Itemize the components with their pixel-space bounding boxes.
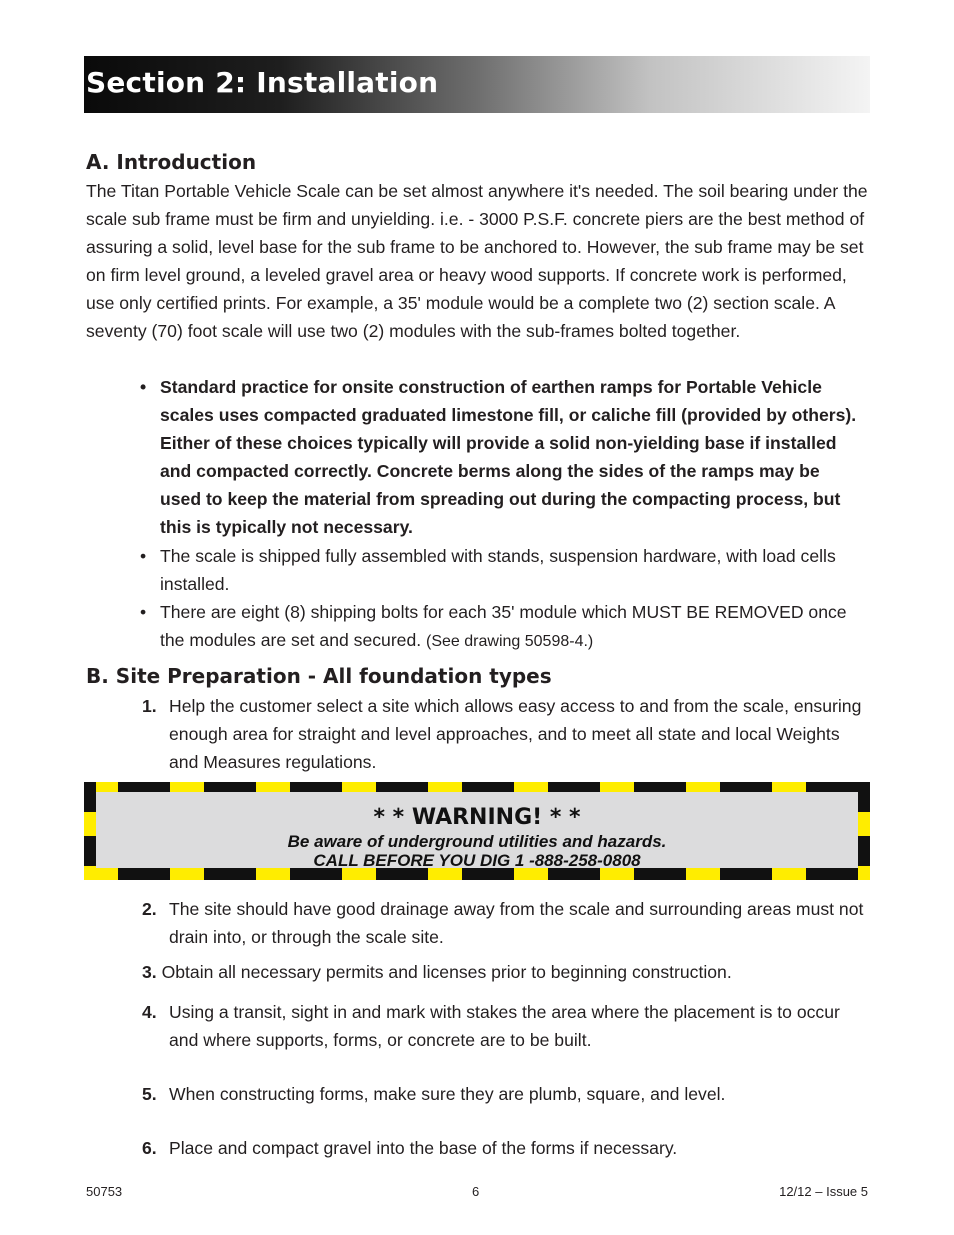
step-item	[142, 958, 872, 986]
bullet-text: The scale is shipped fully assembled with stands, suspension hardware, with load cells installed.	[160, 546, 836, 594]
step-text: When constructing forms, make sure they are plumb, square, and level.	[169, 1084, 726, 1104]
bullet-icon: •	[140, 546, 147, 566]
step-item	[142, 998, 872, 1054]
step-text: Help the customer select a site which allows easy access to and from the scale, ensuring enough area for straight and level approaches, and to meet all state and local Weights and Measures regulations.	[169, 696, 862, 772]
bullet-icon: •	[140, 602, 147, 622]
step-item	[142, 895, 872, 951]
section-title: Section 2: Installation	[86, 66, 439, 99]
bullet-icon: •	[140, 377, 147, 397]
bullet-item	[140, 598, 860, 656]
step-text: Obtain all necessary permits and licenses prior to beginning construction.	[161, 962, 732, 982]
step-item	[142, 692, 872, 776]
step-item	[142, 1080, 872, 1108]
warning-line-utilities: Be aware of underground utilities and hazards.	[287, 832, 667, 851]
step-number: 2.	[142, 899, 157, 919]
step-number: 5.	[142, 1084, 157, 1104]
intro-paragraph: The Titan Portable Vehicle Scale can be set almost anywhere it's needed. The soil bearing under the scale sub frame must be firm and unyielding. i.e. - 3000 P.S.F. concrete piers are the best method of assuring a solid, level base for the sub frame to be anchored to. However, the sub frame may be set on firm level ground, a leveled gravel area or heavy wood supports. If concrete work is performed, use only certified prints. For example, a 35' module would be a complete two (2) section scale. A seventy (70) foot scale will use two (2) modules with the sub-frames bolted together.	[86, 181, 868, 341]
bullet-item	[140, 542, 860, 598]
heading-site-preparation: B. Site Preparation - All foundation types	[86, 664, 552, 688]
hazard-stripe-left	[84, 782, 96, 880]
step-item	[142, 1134, 872, 1162]
footer-page-number: 6	[472, 1184, 480, 1199]
drawing-reference: (See drawing 50598-4.)	[426, 633, 594, 650]
bullet-text: There are eight (8) shipping bolts for each 35' module which MUST BE REMOVED once the modules are set and secured.	[160, 602, 847, 650]
step-text: The site should have good drainage away from the scale and surrounding areas must not drain into, or through the scale site.	[169, 899, 864, 947]
section-header-bar	[84, 56, 870, 113]
footer-issue: 12/12 – Issue 5	[779, 1184, 868, 1199]
step-number: 4.	[142, 1002, 157, 1022]
bullet-text: Standard practice for onsite construction of earthen ramps for Portable Vehicle scales uses compacted graduated limestone fill, or caliche fill (provided by others). Either of these choices typically will provide a solid non-yielding base if installed and compacted correctly. Concrete berms along the sides of the ramps may be used to keep the material from spreading out during the compacting process, but this is typically not necessary.	[160, 377, 857, 537]
step-text: Using a transit, sight in and mark with stakes the area where the placement is to occur and where supports, forms, or concrete are to be built.	[169, 1002, 840, 1050]
step-number: 6.	[142, 1138, 157, 1158]
warning-panel	[96, 792, 858, 868]
step-number: 3.	[142, 962, 157, 982]
footer-doc-number: 50753	[86, 1184, 123, 1199]
step-number: 1.	[142, 696, 157, 716]
step-text: Place and compact gravel into the base of the forms if necessary.	[169, 1138, 678, 1158]
warning-banner	[84, 782, 870, 880]
bullet-item	[140, 373, 860, 541]
warning-line-call: CALL BEFORE YOU DIG 1 -888-258-0808	[313, 851, 641, 870]
hazard-stripe-right	[858, 782, 870, 880]
heading-introduction: A. Introduction	[86, 150, 257, 174]
warning-title: * * WARNING! * *	[373, 805, 581, 830]
